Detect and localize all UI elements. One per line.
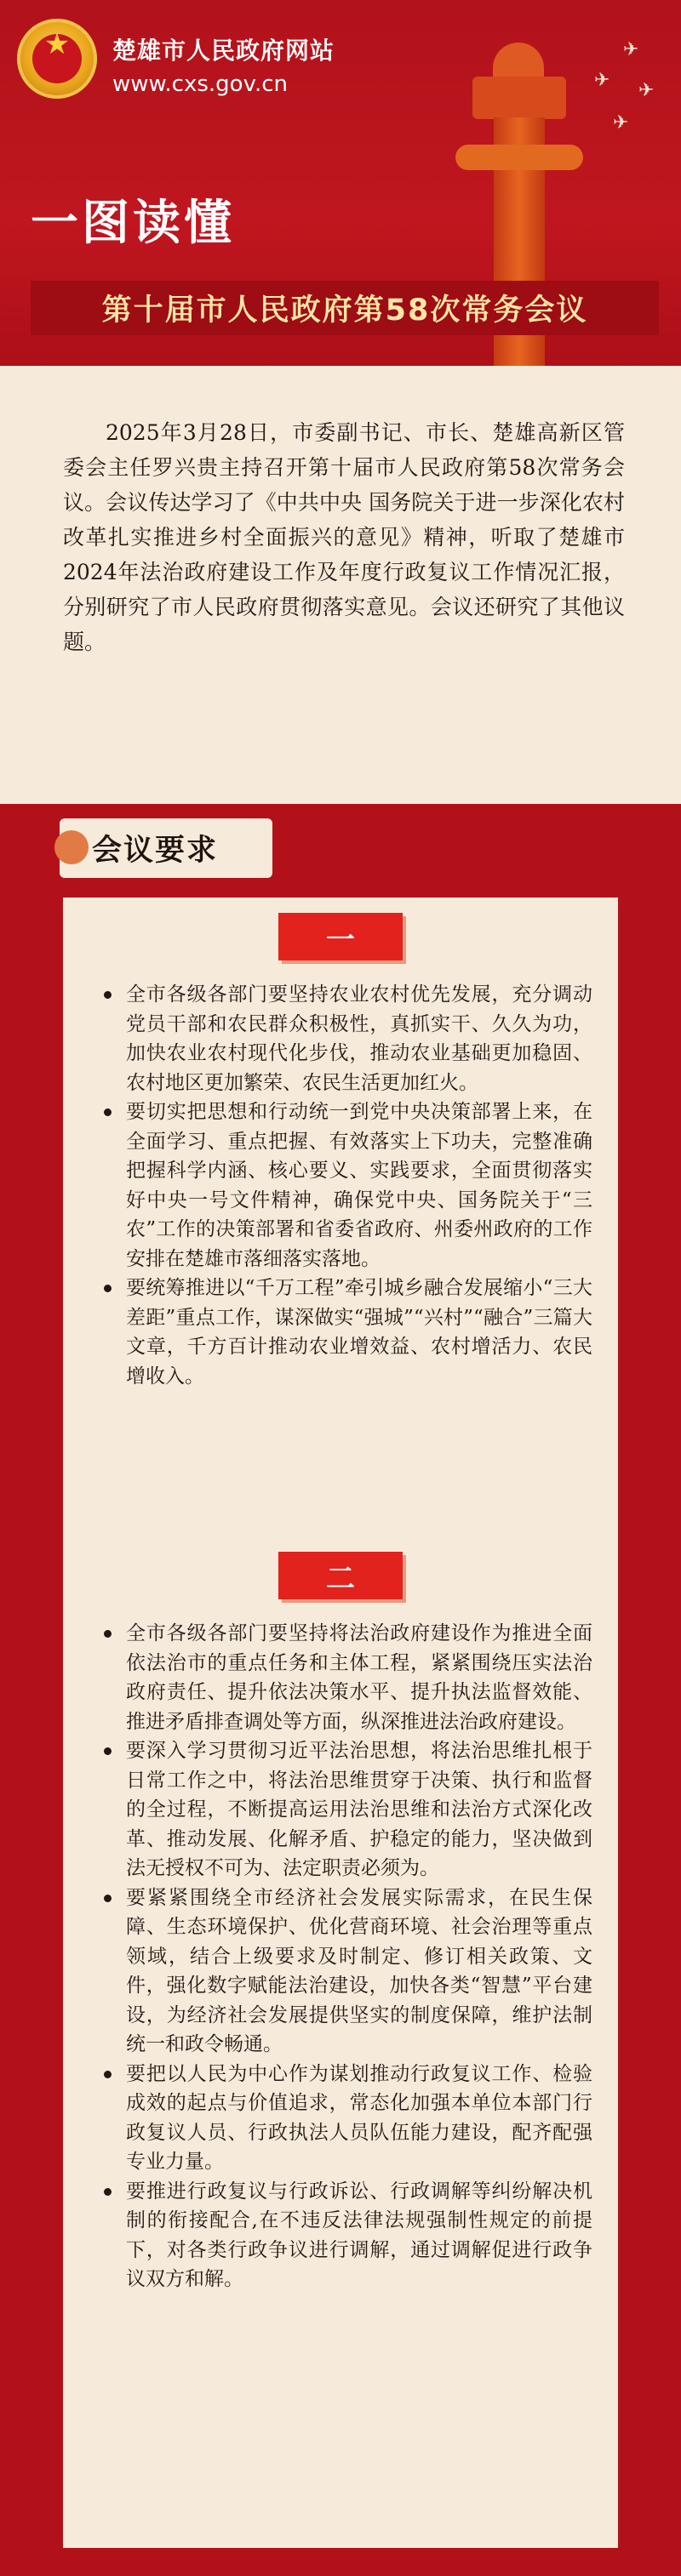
list-item: 要统筹推进以“千万工程”牵引城乡融合发展缩小“三大差距”重点工作，谋深做实“强城”“兴村”“融合”三篇大文章，千方百计推动农业增效益、农村增活力、农民增收入。 [104, 1274, 592, 1391]
bullet-icon [104, 1108, 112, 1116]
list-item: 要把以人民为中心作为谋划推动行政复议工作、检验成效的起点与价值追求，常态化加强本单位本部门行政复议人员、行政执法人员队伍能力建设，配齐配强专业力量。 [104, 2060, 592, 2177]
site-name[interactable]: 楚雄市人民政府网站 [112, 37, 335, 65]
part-two-list [104, 1619, 592, 2294]
list-item: 要推进行政复议与行政诉讼、行政调解等纠纷解决机制的衔接配合,在不违反法律法规强制性规定的前提下，对各类行政争议进行调解，通过调解促进行政争议双方和解。 [104, 2177, 592, 2294]
section-heading [60, 818, 272, 878]
bullet-icon [104, 2071, 112, 2078]
bullet-icon [104, 1895, 112, 1902]
bullet-icon [104, 2188, 112, 2196]
part-one-badge: 一 [278, 913, 403, 960]
meeting-title: 第十届市人民政府第58次常务会议 [31, 281, 659, 335]
header-banner [0, 0, 681, 366]
section-dot-icon [54, 830, 89, 864]
doves-icon: ✈ ✈ ✈ ✈ [594, 39, 655, 134]
requirements-panel [63, 898, 618, 2548]
page-title: 一图读懂 [31, 196, 235, 251]
list-item: 要切实把思想和行动统一到党中央决策部署上来，在全面学习、重点把握、有效落实上下功夫，完整准确把握科学内涵、核心要义、实践要求，全面贯彻落实好中央一号文件精神，确保党中央、国务院关于“三农”工作的决策部署和省委省政府、州委州政府的工作安排在楚雄市落细落实落地。 [104, 1097, 592, 1274]
section-label: 会议要求 [92, 834, 219, 868]
list-item: 要深入学习贯彻习近平法治思想，将法治思维扎根于日常工作之中，将法治思维贯穿于决策、执行和监督的全过程，不断提高运用法治思维和法治方式深化改革、推动发展、化解矛盾、护稳定的能力，坚决做到法无授权不可为、法定职责必须为。 [104, 1736, 592, 1884]
national-emblem-icon: ★ [17, 19, 97, 99]
bullet-icon [104, 1285, 112, 1292]
list-item: 要紧紧围绕全市经济社会发展实际需求，在民生保障、生态环境保护、优化营商环境、社会治理等重点领域，结合上级要求及时制定、修订相关政策、文件，强化数字赋能法治建设，加快各类“智慧”平台建设，为经济社会发展提供坚实的制度保障，维护法制统一和政令畅通。 [104, 1884, 592, 2060]
part-one-list [104, 980, 592, 1391]
list-item: 全市各级各部门要坚持农业农村优先发展，充分调动党员干部和农民群众积极性，真抓实干、久久为功，加快农业农村现代化步伐，推动农业基础更加稳固、农村地区更加繁荣、农民生活更加红火。 [104, 980, 592, 1097]
bullet-icon [104, 1630, 112, 1638]
part-two-badge: 二 [278, 1552, 403, 1599]
intro-panel [0, 366, 681, 804]
bullet-icon [104, 1747, 112, 1755]
list-item: 全市各级各部门要坚持将法治政府建设作为推进全面依法治市的重点任务和主体工程，紧紧围绕压实法治政府责任、提升依法决策水平、提升执法监督效能、推进矛盾排查调处等方面，纵深推进法治政府建设。 [104, 1619, 592, 1736]
bullet-icon [104, 991, 112, 999]
site-url[interactable]: www.cxs.gov.cn [112, 71, 288, 97]
intro-text: 2025年3月28日，市委副书记、市长、楚雄高新区管委会主任罗兴贵主持召开第十届市人民政府第58次常务会议。会议传达学习了《中共中央 国务院关于进一步深化农村改革扎实推进乡村全面振兴的意见》精神，听取了楚雄市2024年法治政府建设工作及年度行政复议工作情况汇报，分别研究了市人民政府贯彻落实意见。会议还研究了其他议题。 [63, 420, 625, 654]
